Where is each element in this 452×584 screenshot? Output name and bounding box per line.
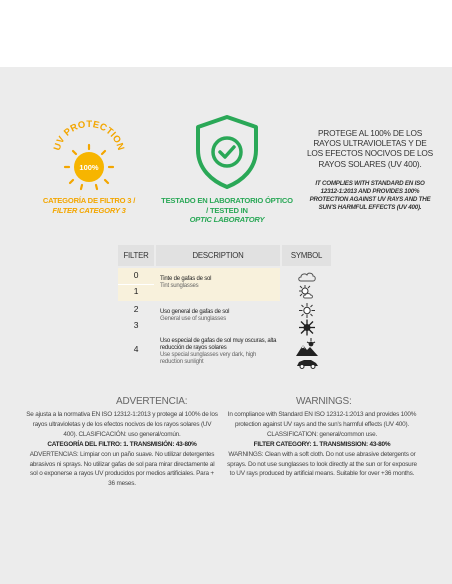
protection-text-en: IT COMPLIES WITH STANDARD EN ISO 12312-1:2013 AND PROVIDES 100% PROTECTION AGAINST UV RAYS AND THE SUN'S HARMFUL EFFECTS (UV 400). — [309, 180, 431, 211]
description-cell — [160, 276, 280, 290]
row-divider — [118, 284, 154, 285]
lab-tested-en: OPTIC LABORATORY — [189, 215, 265, 224]
warning-title-es: ADVERTENCIA: — [116, 396, 188, 407]
warning-text-es — [26, 410, 218, 489]
mountain-car-icon — [294, 336, 320, 370]
filter-number: 2 — [133, 304, 139, 314]
shield-check-icon — [192, 114, 262, 190]
description-cell — [160, 309, 280, 323]
filter-number: 4 — [133, 344, 139, 354]
filter-category-en: FILTER CATEGORY 3 — [52, 206, 126, 215]
warning-text-en — [226, 410, 418, 479]
description-es: Uso especial de gafas de sol muy oscuras, alta reducción de rayos solares — [160, 338, 277, 351]
description-es: Uso general de gafas de sol — [160, 309, 230, 315]
header-filter: FILTER — [118, 245, 154, 266]
header-symbol: SYMBOL — [282, 245, 331, 266]
uv-protection-sun-icon — [47, 113, 131, 197]
sun-small-icon — [296, 302, 318, 319]
filter-number: 1 — [133, 286, 139, 296]
warning-en-advice: WARNINGS: Clean with a soft cloth. Do not use abrasive detergents or sprays. Do not use sunglasses to look directly at the sun or for exposure to UV rays produced by artificial means. Suitable for over +36 months. — [227, 450, 417, 478]
description-es: Tinte de gafas de sol — [160, 276, 212, 282]
warning-es-intro: Se ajusta a la normativa EN ISO 12312-1:2013 y protege al 100% de los rayos ultravioletas y de los efectos nocivos de los rayos solares (UV 400). CLASIFICACIÓN: uso general/común. — [26, 411, 218, 438]
warning-es-category: CATEGORÍA DEL FILTRO: 1. TRANSMISIÓN: 43-80% — [47, 440, 197, 448]
description-en: General use of sunglasses — [160, 316, 227, 322]
sun-bright-icon — [296, 319, 318, 336]
filter-number: 3 — [133, 320, 139, 330]
uv-arc-text: UV PROTECTION — [51, 118, 127, 152]
lab-tested-es: TESTADO EN LABORATORIO ÓPTICO / TESTED IN — [161, 196, 293, 215]
protection-text-es: PROTEGE AL 100% DE LOS RAYOS ULTRAVIOLETAS Y DE LOS EFECTOS NOCIVOS DE LOS RAYOS SOLARES (UV 400). — [306, 128, 434, 169]
cloud-icon — [296, 268, 318, 285]
filter-category-es: CATEGORÍA DE FILTRO 3 / — [42, 196, 136, 205]
sun-cloud-icon — [296, 284, 318, 301]
warning-en-intro: In compliance with Standard EN ISO 12312-1:2013 and provides 100% protection against UV rays and the sun's harmful effects (UV 400). CLASSIFICATION: general/common use. — [227, 411, 417, 438]
warning-es-advice: ADVERTENCIAS: Limpiar con un paño suave. No utilizar detergentes abrasivos ni sprays. No utilizar gafas de sol para mirar directamente al sol o exponerse a rayos UV producidos por medios artificiales. Para + 36 meses. — [29, 450, 215, 488]
uv-percent: 100% — [79, 163, 99, 172]
description-cell — [160, 338, 280, 366]
header-description: DESCRIPTION — [156, 245, 280, 266]
filter-number: 0 — [133, 270, 139, 280]
warning-en-category: FILTER CATEGORY: 1. TRANSMISSION: 43-80% — [253, 440, 391, 448]
description-en: Use special sunglasses very dark, high reduction sunlight — [160, 352, 257, 365]
warning-title-en: WARNINGS: — [296, 396, 352, 407]
description-en: Tint sunglasses — [160, 283, 199, 289]
